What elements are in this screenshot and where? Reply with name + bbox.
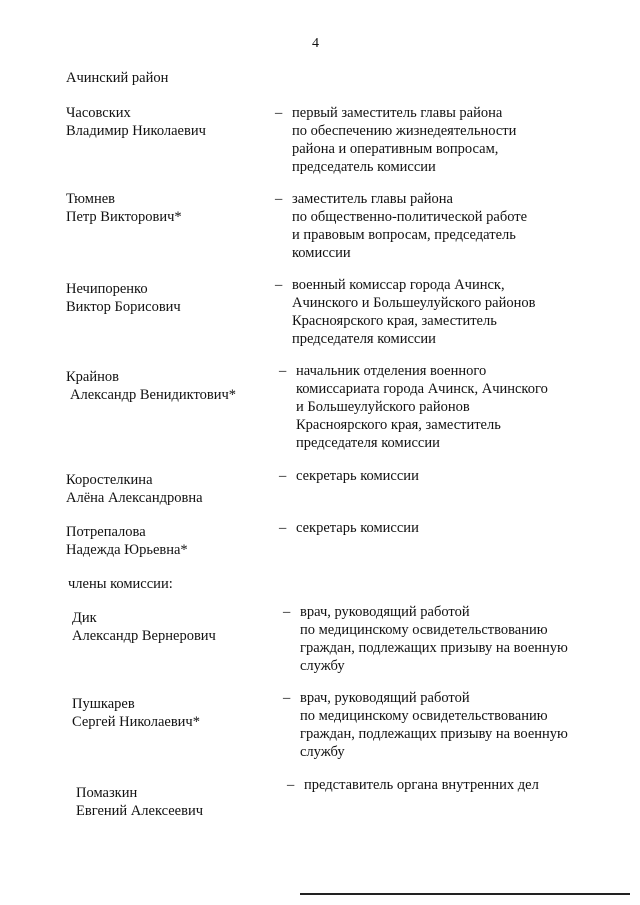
dash-separator: – <box>275 105 283 121</box>
member-role <box>292 104 516 176</box>
dash-separator: – <box>279 520 287 536</box>
member-surname: Нечипоренко <box>66 281 148 297</box>
role-line: врач, руководящий работой <box>300 604 470 620</box>
member-surname: Помазкин <box>76 785 138 801</box>
member-role <box>300 603 568 675</box>
member-name <box>66 368 236 404</box>
member-role <box>296 519 419 537</box>
dash-separator: – <box>283 604 291 620</box>
role-line: по медицинскому освидетельствованию <box>300 708 548 724</box>
role-line: врач, руководящий работой <box>300 690 470 706</box>
member-name <box>72 609 216 645</box>
member-surname: Дик <box>72 610 97 626</box>
member-surname: Часовских <box>66 105 131 121</box>
bottom-rule <box>300 893 630 895</box>
member-given-name: Александр Вернерович <box>72 628 216 644</box>
member-role <box>292 276 535 348</box>
role-line: граждан, подлежащих призыву на военную <box>300 726 568 742</box>
role-line: района и оперативным вопросам, <box>292 141 499 157</box>
member-name <box>72 695 200 731</box>
role-line: начальник отделения военного <box>296 363 487 379</box>
role-line: военный комиссар города Ачинск, <box>292 277 505 293</box>
member-given-name: Виктор Борисович <box>66 299 181 315</box>
role-line: по общественно-политической работе <box>292 209 528 225</box>
role-line: секретарь комиссии <box>296 520 419 536</box>
member-name <box>66 104 206 140</box>
role-line: и Большеулуйского районов <box>296 399 470 415</box>
member-surname: Потрепалова <box>66 524 146 540</box>
member-given-name: Владимир Николаевич <box>66 123 206 139</box>
role-line: комиссариата города Ачинск, Ачинского <box>296 381 548 397</box>
role-line: заместитель главы района <box>292 191 453 207</box>
member-name <box>76 784 203 820</box>
member-role <box>296 362 548 452</box>
role-line: представитель органа внутренних дел <box>304 777 539 793</box>
member-given-name: Евгений Алексеевич <box>76 803 204 819</box>
role-line: по медицинскому освидетельствованию <box>300 622 548 638</box>
member-name <box>66 190 182 226</box>
member-surname: Коростелкина <box>66 472 153 488</box>
member-given-name: Надежда Юрьевна* <box>66 542 188 558</box>
role-line: председатель комиссии <box>292 159 436 175</box>
member-given-name: Алёна Александровна <box>66 490 203 506</box>
role-line: секретарь комиссии <box>296 468 419 484</box>
role-line: председателя комиссии <box>292 331 436 347</box>
member-role <box>304 776 539 794</box>
role-line: Красноярского края, заместитель <box>296 417 501 433</box>
member-name <box>66 523 188 559</box>
dash-separator: – <box>279 363 287 379</box>
member-name <box>66 471 203 507</box>
dash-separator: – <box>287 777 295 793</box>
member-given-name: Александр Венидиктович* <box>70 387 237 403</box>
dash-separator: – <box>275 277 283 293</box>
member-role <box>292 190 527 262</box>
role-line: первый заместитель главы района <box>292 105 503 121</box>
role-line: службу <box>300 658 345 674</box>
dash-separator: – <box>283 690 291 706</box>
member-role <box>296 467 419 485</box>
role-line: по обеспечению жизнедеятельности <box>292 123 517 139</box>
role-line: и правовым вопросам, председатель <box>292 227 516 243</box>
member-given-name: Петр Викторович* <box>66 209 182 225</box>
role-line: службу <box>300 744 345 760</box>
role-line: граждан, подлежащих призыву на военную <box>300 640 568 656</box>
member-given-name: Сергей Николаевич* <box>72 714 200 730</box>
dash-separator: – <box>275 191 283 207</box>
role-line: Красноярского края, заместитель <box>292 313 497 329</box>
member-surname: Тюмнев <box>66 191 115 207</box>
member-surname: Пушкарев <box>72 696 135 712</box>
district-heading: Ачинский район <box>66 70 169 86</box>
members-heading: члены комиссии: <box>68 576 173 592</box>
dash-separator: – <box>279 468 287 484</box>
role-line: Ачинского и Большеулуйского районов <box>292 295 536 311</box>
role-line: председателя комиссии <box>296 435 440 451</box>
member-role <box>300 689 568 761</box>
member-surname: Крайнов <box>66 369 119 385</box>
page-number: 4 <box>312 36 319 51</box>
role-line: комиссии <box>292 245 351 261</box>
member-name <box>66 280 181 316</box>
